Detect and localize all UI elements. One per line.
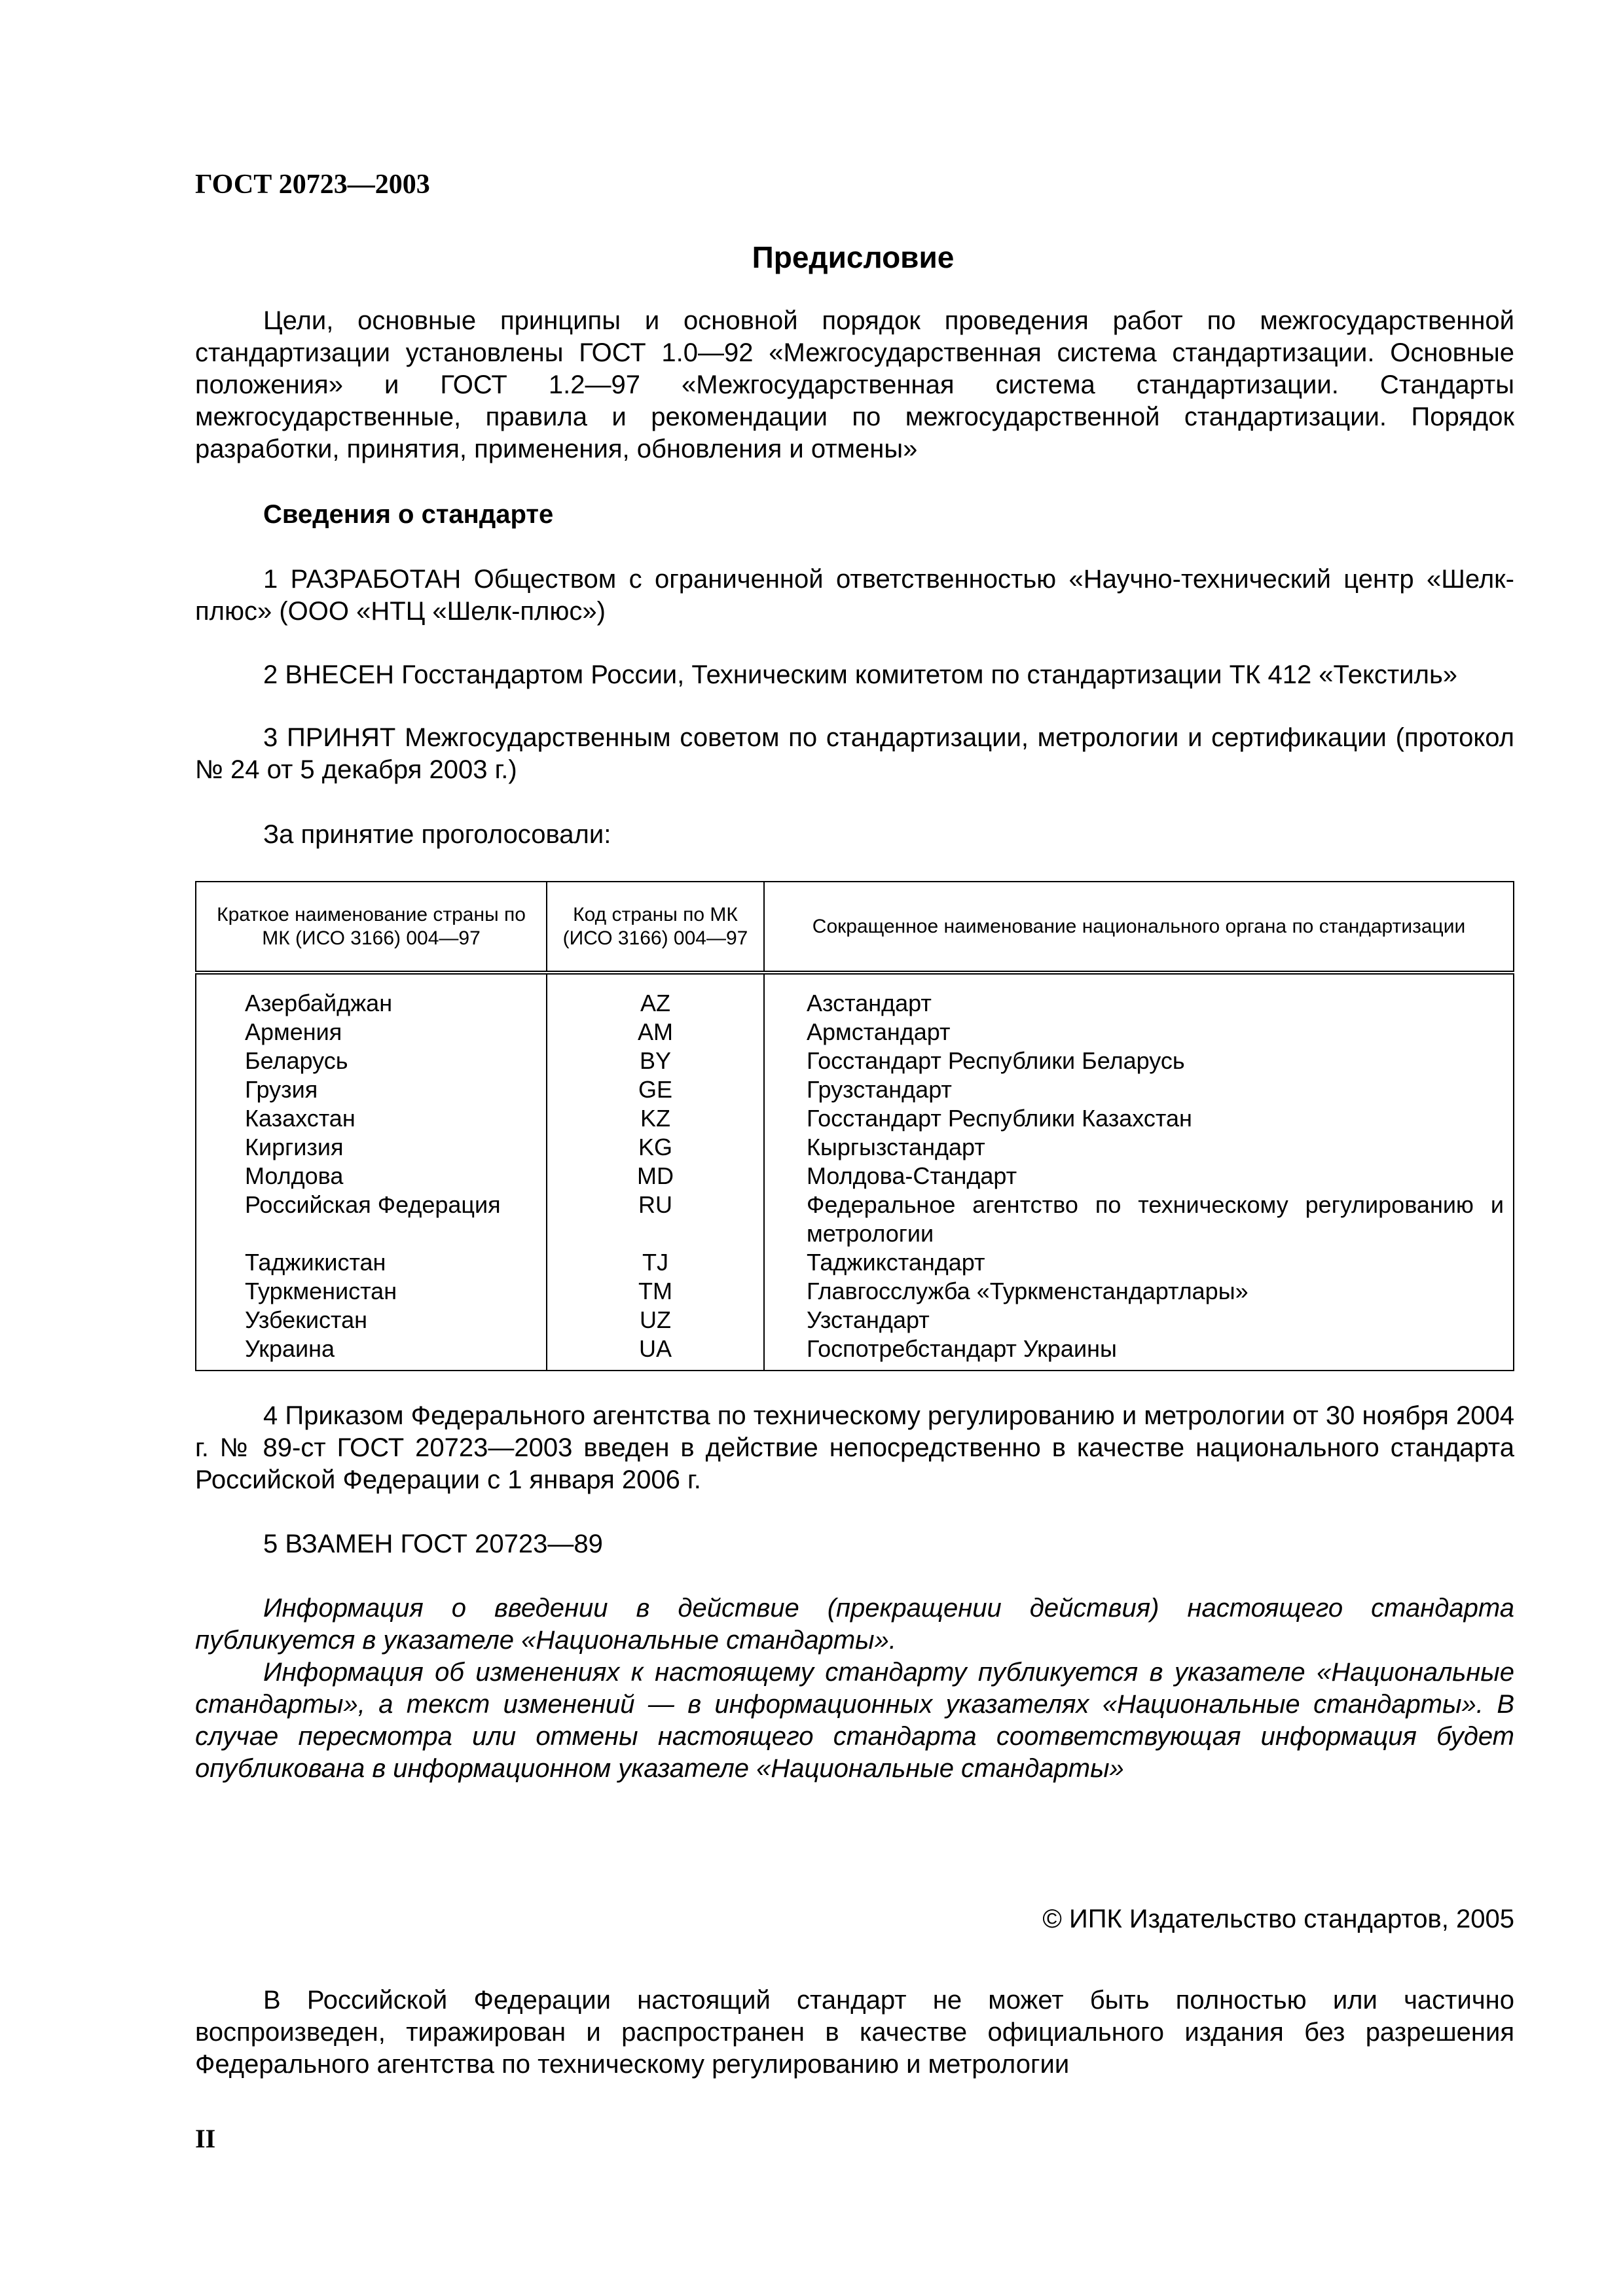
country-name: Узбекистан (196, 1306, 547, 1335)
table-row (196, 1018, 1514, 1047)
country-code: AM (547, 1018, 764, 1047)
country-code: UZ (547, 1306, 764, 1335)
standards-body: Кыргызстандарт (764, 1133, 1514, 1162)
country-code: AZ (547, 973, 764, 1018)
col-header-country: Краткое наименование страны по МК (ИСО 3166) 004—97 (196, 882, 547, 973)
standards-body: Узстандарт (764, 1306, 1514, 1335)
country-name: Молдова (196, 1162, 547, 1191)
country-code: RU (547, 1191, 764, 1248)
page-title: Предисловие (752, 240, 955, 274)
table-row (196, 1104, 1514, 1133)
notice-1: Информация о введении в действие (прекращении действия) настоящего стандарта публикуется в указателе «Национальные стандарты». (195, 1594, 1514, 1655)
standards-body: Азстандарт (764, 973, 1514, 1018)
country-code: BY (547, 1047, 764, 1075)
country-name: Казахстан (196, 1104, 547, 1133)
country-name: Азербайджан (196, 973, 547, 1018)
country-name: Грузия (196, 1075, 547, 1104)
table-row (196, 1191, 1514, 1248)
copyright: © ИПК Издательство стандартов, 2005 (1042, 1905, 1514, 1933)
voting-countries-table (195, 881, 1514, 1371)
col-header-code: Код страны по МК (ИСО 3166) 004—97 (547, 882, 764, 973)
country-code: KZ (547, 1104, 764, 1133)
table-row (196, 1162, 1514, 1191)
country-name: Украина (196, 1335, 547, 1371)
country-name: Таджикистан (196, 1248, 547, 1277)
country-code: GE (547, 1075, 764, 1104)
rights-paragraph: В Российской Федерации настоящий стандарт не может быть полностью или частично воспроизведен, тиражирован и распространен в качестве официального издания без разрешения Федерального агентства по техническому регулированию и метрологии (195, 1986, 1514, 2079)
standards-body: Госпотребстандарт Украины (764, 1335, 1514, 1371)
table-row (196, 1133, 1514, 1162)
standards-body: Молдова-Стандарт (764, 1162, 1514, 1191)
country-name: Киргизия (196, 1133, 547, 1162)
country-code: UA (547, 1335, 764, 1371)
standards-body: Армстандарт (764, 1018, 1514, 1047)
col-header-body: Сокращенное наименование национального органа по стандартизации (764, 882, 1514, 973)
voted-label: За принятие проголосовали: (263, 820, 611, 849)
standards-body: Госстандарт Республики Беларусь (764, 1047, 1514, 1075)
item-5: 5 ВЗАМЕН ГОСТ 20723—89 (263, 1530, 603, 1558)
country-name: Туркменистан (196, 1277, 547, 1306)
standards-body: Грузстандарт (764, 1075, 1514, 1104)
table-row (196, 1306, 1514, 1335)
item-4: 4 Приказом Федерального агентства по техническому регулированию и метрологии от 30 ноября 2004 г. № 89-ст ГОСТ 20723—2003 введен в действие непосредственно в качестве национального стандарта Российской Федерации с 1 января 2006 г. (195, 1401, 1514, 1494)
standards-body: Главгосслужба «Туркменстандартлары» (764, 1277, 1514, 1306)
info-heading: Сведения о стандарте (263, 500, 554, 529)
item-1: 1 РАЗРАБОТАН Обществом с ограниченной ответственностью «Научно-технический центр «Шелк-плюс» (ООО «НТЦ «Шелк-плюс») (195, 565, 1514, 626)
standards-body: Госстандарт Республики Казахстан (764, 1104, 1514, 1133)
country-name: Армения (196, 1018, 547, 1047)
country-code: KG (547, 1133, 764, 1162)
notice-2: Информация об изменениях к настоящему стандарту публикуется в указателе «Национальные стандарты», а текст изменений — в информационных указателях «Национальные стандарты». В случае пересмотра или отмены настоящего стандарта соответствующая информация будет опубликована в информационном указателе «Национальные стандарты» (195, 1658, 1514, 1783)
country-code: TM (547, 1277, 764, 1306)
standards-body: Федеральное агентство по техническому регулированию и метрологии (764, 1191, 1514, 1248)
table-row (196, 973, 1514, 1018)
table-row (196, 1047, 1514, 1075)
page-number: II (195, 2124, 216, 2153)
table-row (196, 1248, 1514, 1277)
item-2: 2 ВНЕСЕН Госстандартом России, Техническим комитетом по стандартизации ТК 412 «Текстиль» (263, 660, 1458, 689)
country-name: Беларусь (196, 1047, 547, 1075)
country-code: TJ (547, 1248, 764, 1277)
table-row (196, 1075, 1514, 1104)
standards-body: Таджикстандарт (764, 1248, 1514, 1277)
intro-paragraph: Цели, основные принципы и основной порядок проведения работ по межгосударственной стандартизации установлены ГОСТ 1.0—92 «Межгосударственная система стандартизации. Основные положения» и ГОСТ 1.2—97 «Межгосударственная система стандартизации. Стандарты межгосударственные, правила и рекомендации по межгосударственной стандартизации. Порядок разработки, принятия, применения, обновления и отмены» (195, 306, 1514, 463)
table-row (196, 1335, 1514, 1371)
item-3: 3 ПРИНЯТ Межгосударственным советом по стандартизации, метрологии и сертификации (протокол № 24 от 5 декабря 2003 г.) (195, 723, 1514, 784)
table-row (196, 1277, 1514, 1306)
document-designation: ГОСТ 20723—2003 (195, 170, 430, 200)
country-code: MD (547, 1162, 764, 1191)
country-name: Российская Федерация (196, 1191, 547, 1248)
